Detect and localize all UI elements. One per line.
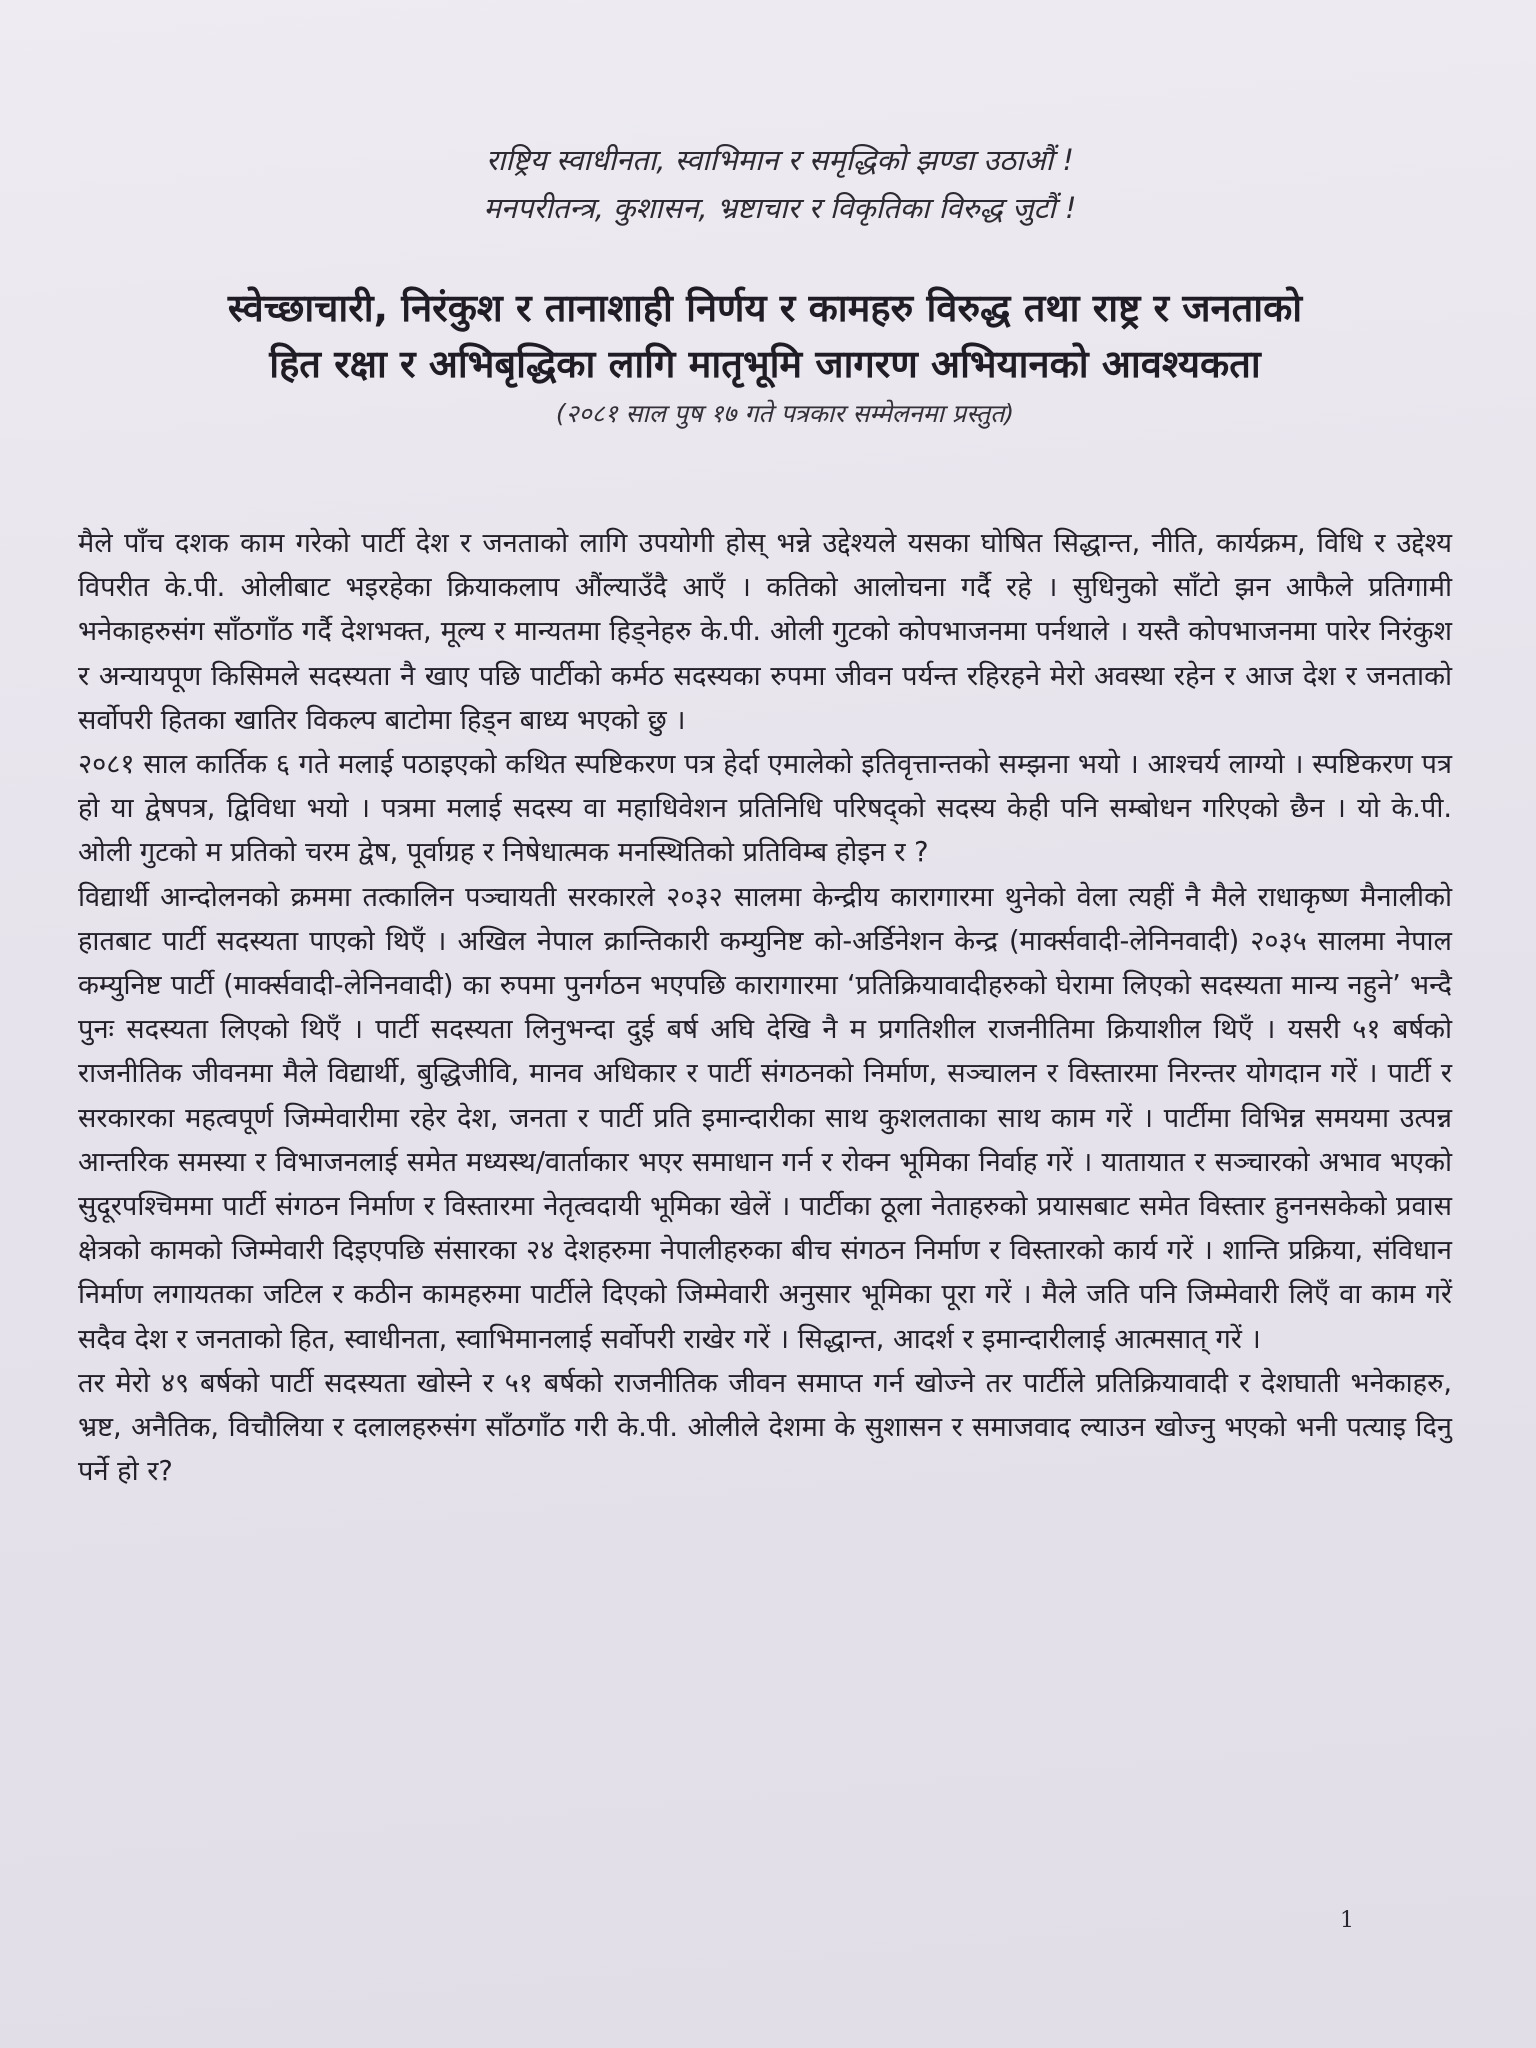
paragraph: मैले पाँच दशक काम गरेको पार्टी देश र जनताको लागि उपयोगी होस् भन्ने उद्देश्यले यसका घोषित सिद्धान्त, नीति, कार्यक्रम, विधि र उद्देश्य विपरीत के.पी. ओलीबाट भइरहेका क्रियाकलाप औंल्याउँदै आएँ । कतिको आलोचना गर्दै रहे । सुधिनुको साँटो झन आफैले प्रतिगामी भनेकाहरुसंग साँठगाँठ गर्दै देशभक्त, मूल्य र मान्यतमा हिड्नेहरु के.पी. ओली गुटको कोपभाजनमा पर्नथाले । यस्तै कोपभाजनमा पारेर निरंकुश र अन्यायपूण किसिमले सदस्यता नै खाए पछि पार्टीको कर्मठ सदस्यका रुपमा जीवन पर्यन्त रहिरहने मेरो अवस्था रहेन र आज देश र जनताको सर्वोपरी हितका खातिर विकल्प बाटोमा हिड्न बाध्य भएको छु ।: [78, 528, 1452, 736]
paragraph: २०८१ साल कार्तिक ६ गते मलाई पठाइएको कथित स्पष्टिकरण पत्र हेर्दा एमालेको इतिवृत्तान्तको सम्झना भयो । आश्चर्य लाग्यो । स्पष्टिकरण पत्र हो या द्वेषपत्र, द्विविधा भयो । पत्रमा मलाई सदस्य वा महाधिवेशन प्रतिनिधि परिषद्को सदस्य केही पनि सम्बोधन गरिएको छैन । यो के.पी. ओली गुटको म प्रतिको चरम द्वेष, पूर्वाग्रह र निषेधात्मक मनस्थितिको प्रतिविम्ब होइन र ?: [78, 749, 1453, 869]
slogan-line: राष्ट्रिय स्वाधीनता, स्वाभिमान र समृद्धिको झण्डा उठाऔं !: [485, 143, 1075, 177]
slogans: [108, 136, 1452, 232]
title-line: हित रक्षा र अभिबृद्धिका लागि मातृभूमि जागरण अभियानको आवश्यकता: [269, 342, 1261, 386]
title-line: स्वेच्छाचारी, निरंकुश र तानाशाही निर्णय र कामहरु विरुद्ध तथा राष्ट्र र जनताको: [227, 286, 1303, 330]
document-subtitle: (२०८१ साल पुष १७ गते पत्रकार सम्मेलनमा प्रस्तुत): [555, 399, 1015, 428]
page-number: 1: [1340, 1908, 1354, 1933]
paragraph: तर मेरो ४९ बर्षको पार्टी सदस्यता खोस्ने र ५१ बर्षको राजनीतिक जीवन समाप्त गर्न खोज्ने तर पार्टीले प्रतिक्रियावादी र देशघाती भनेकाहरु, भ्रष्ट, अनैतिक, विचौलिया र दलालहरुसंग साँठगाँठ गरी के.पी. ओलीले देशमा के सुशासन र समाजवाद ल्याउन खोज्नु भएको भनी पत्याइ दिनु पर्ने हो र?: [78, 1367, 1452, 1488]
slogan-line: मनपरीतन्त्र, कुशासन, भ्रष्टाचार र विकृतिका विरुद्ध जुटौं !: [483, 191, 1077, 225]
document-title: [78, 280, 1452, 392]
paragraph: विद्यार्थी आन्दोलनको क्रममा तत्कालिन पञ्चायती सरकारले २०३२ सालमा केन्द्रीय कारागारमा थुनेको वेला त्यहीं नै मैले राधाकृष्ण मैनालीको हातबाट पार्टी सदस्यता पाएको थिएँ । अखिल नेपाल क्रान्तिकारी कम्युनिष्ट को-अर्डिनेशन केन्द्र (मार्क्सवादी-लेनिनवादी) २०३५ सालमा नेपाल कम्युनिष्ट पार्टी (मार्क्सवादी-लेनिनवादी) का रुपमा पुनर्गठन भएपछि कारागारमा ‘प्रतिक्रियावादीहरुको घेरामा लिएको सदस्यता मान्य नहुने’ भन्दै पुनः सदस्यता लिएको थिएँ । पार्टी सदस्यता लिनुभन्दा दुई बर्ष अघि देखि नै म प्रगतिशील राजनीतिमा क्रियाशील थिएँ । यसरी ५१ बर्षको राजनीतिक जीवनमा मैले विद्यार्थी, बुद्धिजीवि, मानव अधिकार र पार्टी संगठनको निर्माण, सञ्चालन र विस्तारमा निरन्तर योगदान गरें । पार्टी र सरकारका महत्वपूर्ण जिम्मेवारीमा रहेर देश, जनता र पार्टी प्रति इमान्दारीका साथ कुशलताका साथ काम गरें । पार्टीमा विभिन्न समयमा उत्पन्न आन्तरिक समस्या र विभाजनलाई समेत मध्यस्थ/वार्ताकार भएर समाधान गर्न र रोक्न भूमिका निर्वाह गरें । यातायात र सञ्चारको अभाव भएको सुदूरपश्चिममा पार्टी संगठन निर्माण र विस्तारमा नेतृत्वदायी भूमिका खेलें । पार्टीका ठूला नेताहरुको प्रयासबाट समेत विस्तार हुननसकेको प्रवास क्षेत्रको कामको जिम्मेवारी दिइएपछि संसारका २४ देशहरुमा नेपालीहरुका बीच संगठन निर्माण र विस्तारको कार्य गरें । शान्ति प्रक्रिया, संविधान निर्माण लगायतका जटिल र कठीन कामहरुमा पार्टीले दिएको जिम्मेवारी अनुसार भूमिका पूरा गरें । मैले जति पनि जिम्मेवारी लिएँ वा काम गरें सदैव देश र जनताको हित, स्वाधीनता, स्वाभिमानलाई सर्वोपरी राखेर गरें । सिद्धान्त, आदर्श र इमान्दारीलाई आत्मसात् गरें ।: [78, 881, 1452, 1355]
document-body: [78, 522, 1452, 1494]
